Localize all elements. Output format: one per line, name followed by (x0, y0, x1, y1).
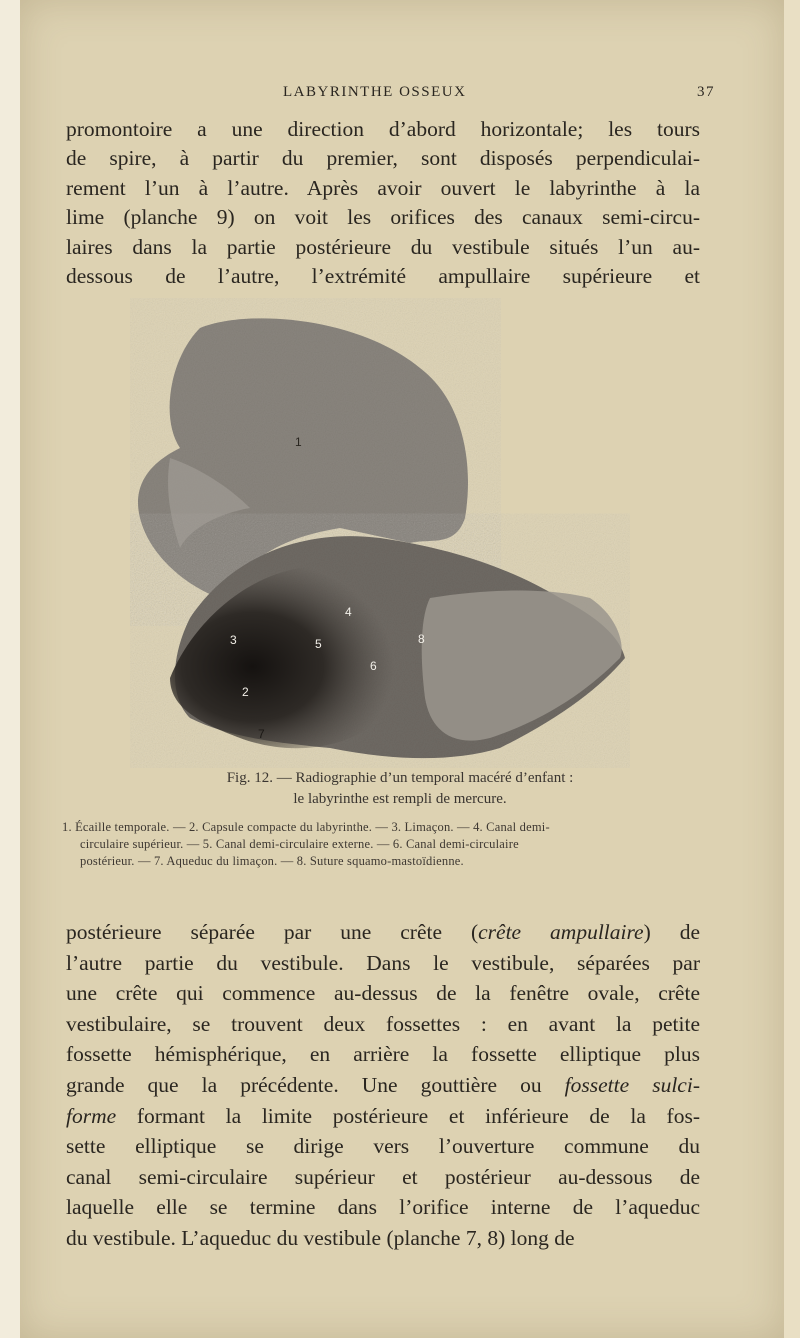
page-number: 37 (697, 84, 715, 100)
text-line: fossette hémisphérique, en arrière la fossette elliptique plus (66, 1042, 700, 1067)
text-line: sette elliptique se dirige vers l’ouverture commune du (66, 1134, 700, 1159)
text-line: l’autre partie du vestibule. Dans le vestibule, séparées par (66, 950, 700, 975)
figure-label-2: 2 (242, 685, 249, 699)
text-line: rement l’un à l’autre. Après avoir ouvert le labyrinthe à la (66, 175, 700, 200)
text-line: vestibulaire, se trouvent deux fossettes : en avant la petite (66, 1011, 700, 1036)
radiograph-figure (130, 298, 630, 768)
figure-caption-title: Fig. 12. — Radiographie d’un temporal macéré d’enfant : (226, 770, 574, 786)
paragraph-top (66, 115, 700, 291)
legend-line: circulaire supérieur. — 5. Canal demi-circulaire externe. — 6. Canal demi-circulaire (80, 837, 519, 851)
legend-line: postérieur. — 7. Aqueduc du limaçon. — 8. Suture squamo-mastoïdienne. (80, 854, 464, 868)
text-line (66, 1101, 700, 1132)
text-run: grande que la précédente. Une gouttière ou (66, 1072, 565, 1097)
figure-label-8: 8 (418, 632, 425, 646)
italic-term: fossette sulci- (564, 1072, 700, 1097)
text-line: de spire, à partir du premier, sont disposés perpendiculai- (66, 146, 700, 171)
figure-label-7: 7 (258, 727, 265, 741)
text-line: une crête qui commence au-dessus de la fenêtre ovale, crête (66, 981, 700, 1006)
figure-label-3: 3 (230, 633, 237, 647)
figure-label-4: 4 (345, 605, 352, 619)
mastoid-light-region (422, 591, 622, 741)
text-line (66, 917, 700, 948)
text-line (66, 1070, 700, 1101)
figure-legend (62, 819, 722, 870)
page-edge-right (784, 0, 800, 1338)
text-line: canal semi-circulaire supérieur et postérieur au-dessous de (66, 1164, 700, 1189)
text-line: promontoire a une direction d’abord horizontale; les tours (66, 117, 700, 141)
italic-term: forme (66, 1103, 117, 1128)
page-edge-left (0, 0, 20, 1338)
text-run: ) de (643, 920, 701, 944)
figure-label-1: 1 (295, 435, 302, 449)
legend-line: 1. Écaille temporale. — 2. Capsule compacte du labyrinthe. — 3. Limaçon. — 4. Canal demi- (62, 820, 550, 834)
italic-term: crête ampullaire (478, 920, 644, 944)
text-line: du vestibule. L’aqueduc du vestibule (planche 7, 8) long de (66, 1225, 575, 1250)
figure-label-5: 5 (315, 637, 322, 651)
text-line: laires dans la partie postérieure du vestibule situés l’un au- (66, 234, 700, 259)
text-line: laquelle elle se termine dans l’orifice interne de l’aqueduc (66, 1195, 700, 1220)
figure-label-6: 6 (370, 659, 377, 673)
figure-caption-subtitle: le labyrinthe est rempli de mercure. (293, 791, 507, 807)
text-line: lime (planche 9) on voit les orifices des canaux semi-circu- (66, 205, 700, 230)
paragraph-bottom (66, 917, 700, 1254)
text-line: dessous de l’autre, l’extrémité ampullaire supérieure et (66, 264, 700, 289)
running-title: LABYRINTHE OSSEUX (283, 84, 467, 100)
text-run: formant la limite postérieure et inférieure de la fos- (116, 1103, 700, 1128)
petrous-dark-region (170, 567, 406, 748)
text-run: postérieure séparée par une crête ( (66, 920, 479, 944)
